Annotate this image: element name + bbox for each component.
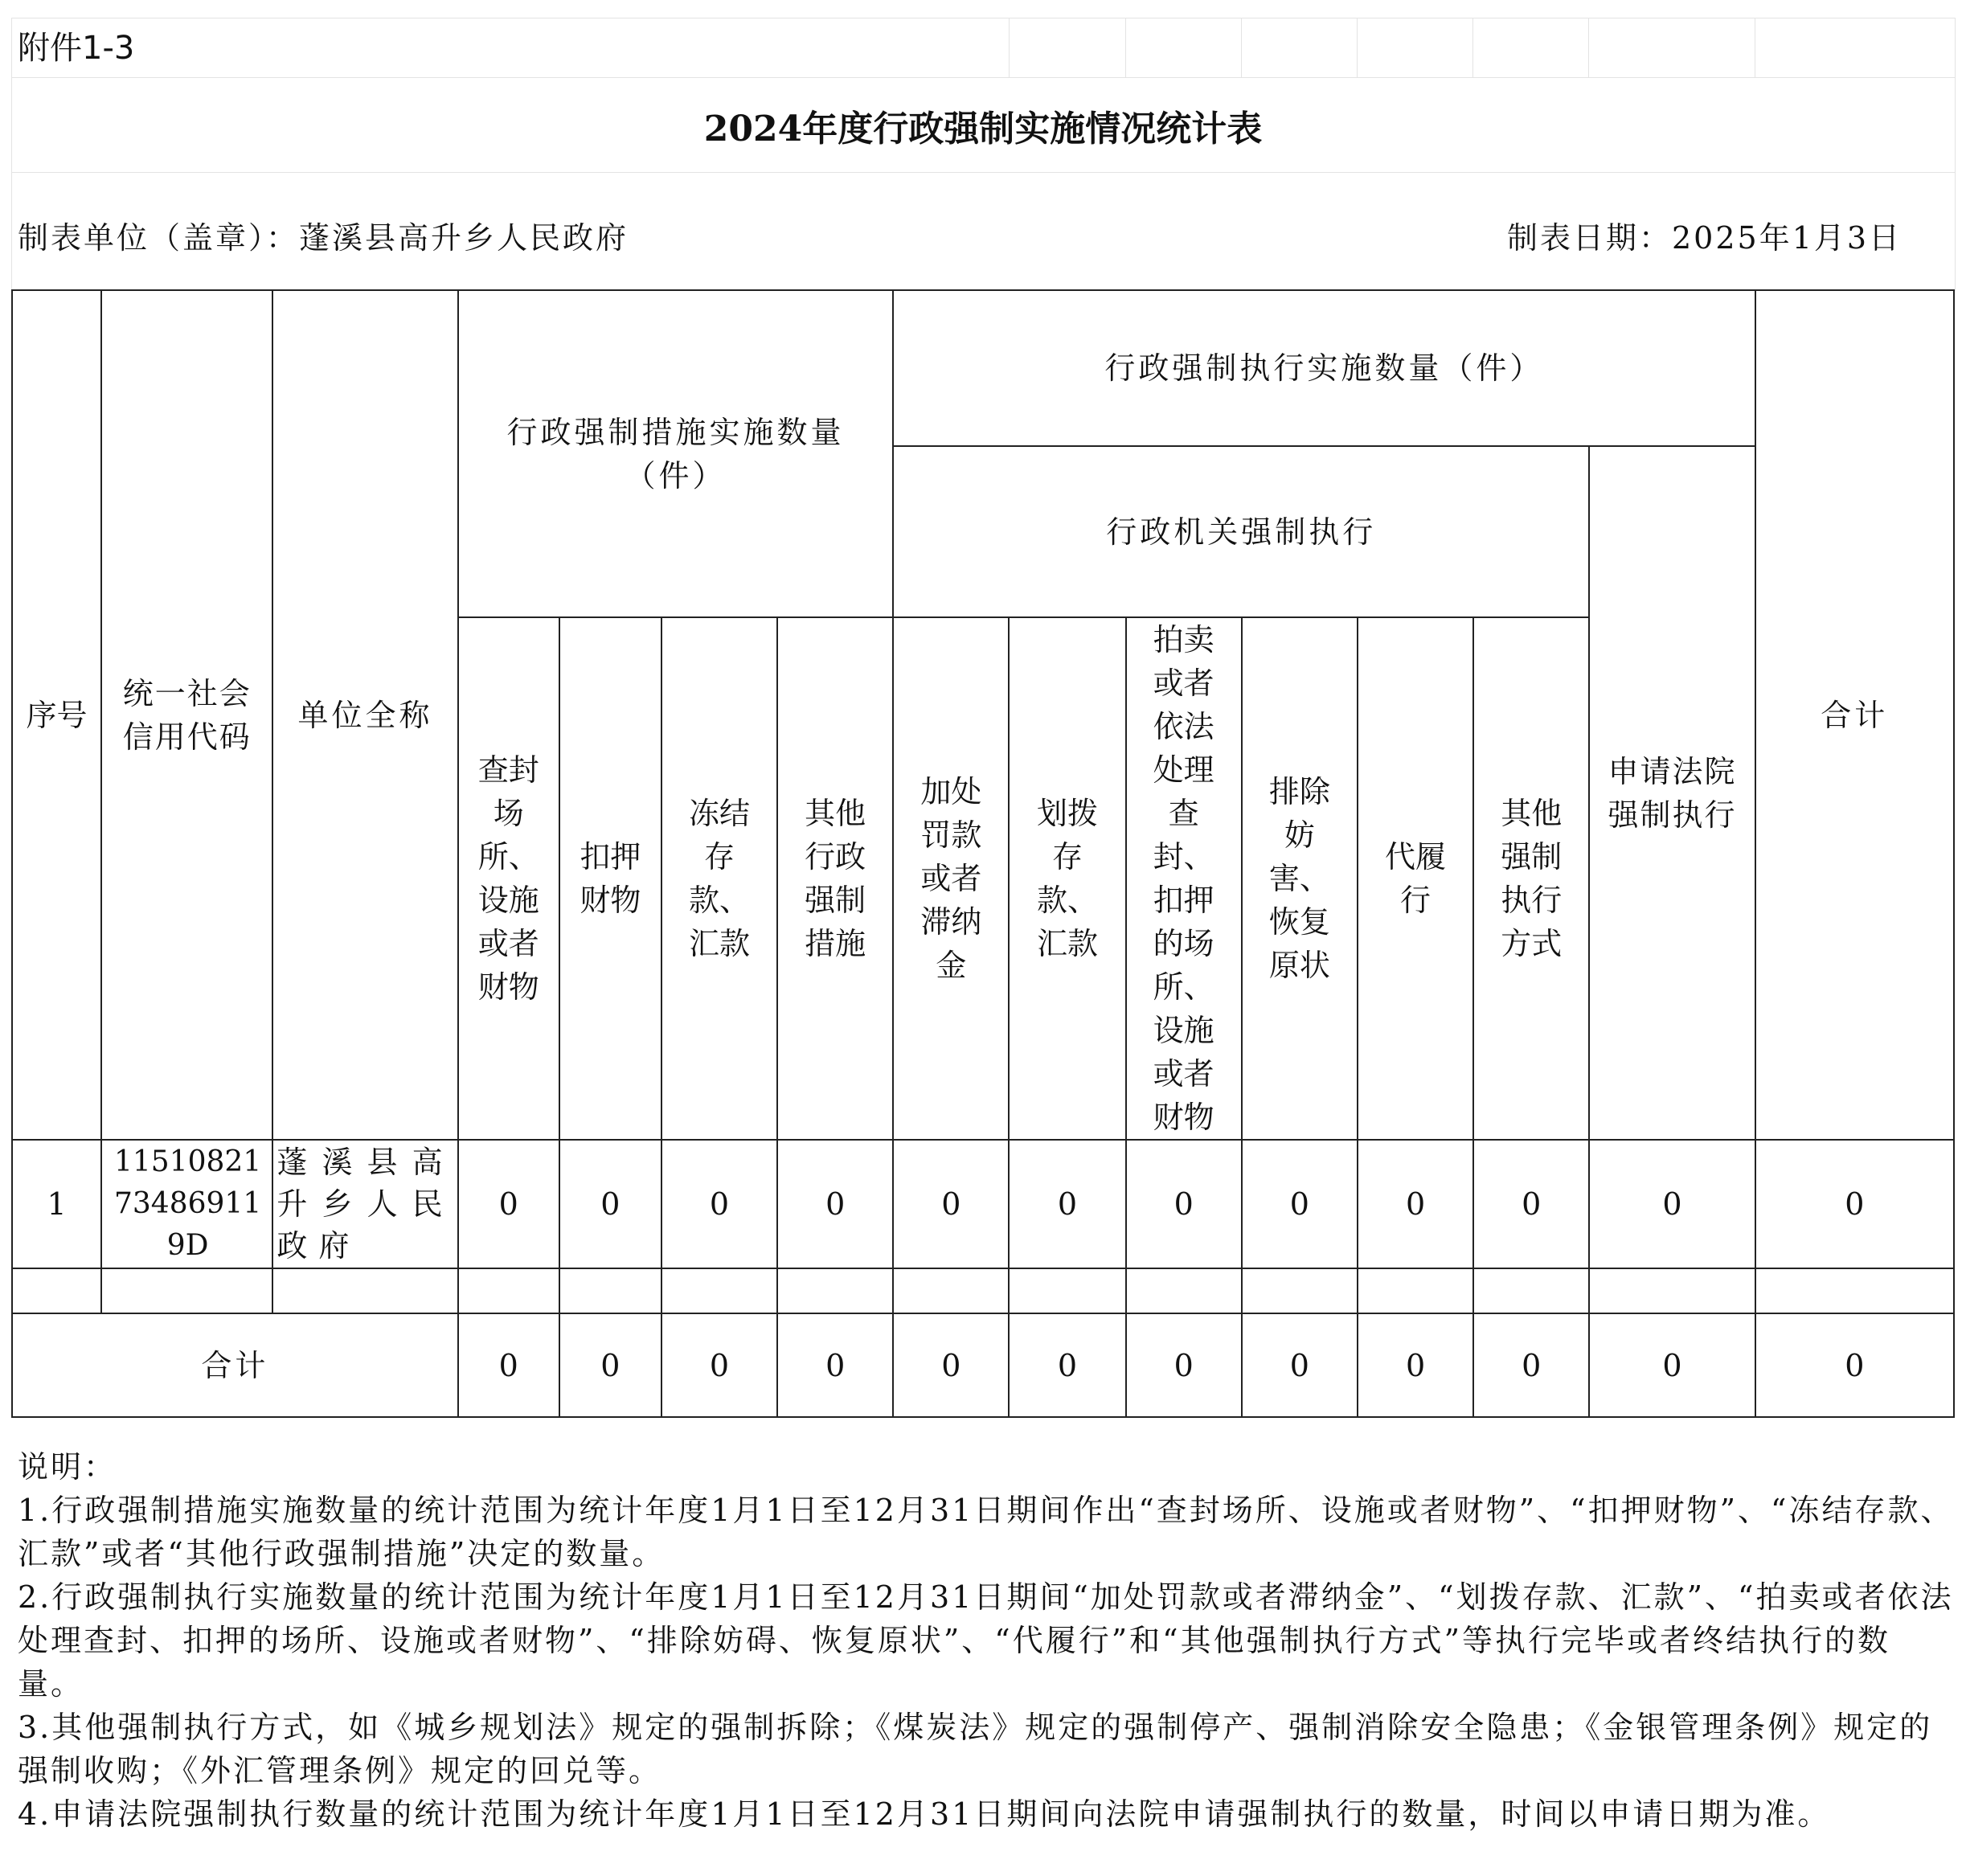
total-value: 0 xyxy=(777,1313,893,1417)
note-item: 2.行政强制执行实施数量的统计范围为统计年度1月1日至12月31日期间“加处罚款或者滞纳金”、“划拨存款、汇款”、“拍卖或者依法处理查封、扣押的场所、设施或者财物”、“排除妨碍、恢复原状”、“代履行”和“其他强制执行方式”等执行完毕或者终结执行的数量。 xyxy=(18,1579,1954,1702)
total-value: 0 xyxy=(559,1313,661,1417)
cell-value: 0 xyxy=(661,1140,777,1268)
header-seal-places: 查封场所、设施或者财物 xyxy=(458,617,559,1140)
total-value: 0 xyxy=(1358,1313,1473,1417)
gridline xyxy=(1125,18,1126,77)
header-other-measures: 其他行政强制措施 xyxy=(777,617,893,1140)
header-court-execution: 申请法院强制执行 xyxy=(1589,446,1755,1140)
cell-value: 0 xyxy=(1473,1140,1589,1268)
gridline xyxy=(1241,18,1242,77)
table-row xyxy=(12,1140,1954,1268)
cell-value: 0 xyxy=(458,1140,559,1268)
header-penalty-fees: 加处罚款或者滞纳金 xyxy=(893,617,1009,1140)
gridline xyxy=(11,172,1955,173)
header-seq: 序号 xyxy=(12,290,101,1140)
cell-seq: 1 xyxy=(12,1140,101,1268)
header-measures-group: 行政强制措施实施数量（件） xyxy=(458,290,894,617)
reporting-unit: 制表单位（盖章）：蓬溪县高升乡人民政府 xyxy=(18,220,629,256)
note-item: 1.行政强制措施实施数量的统计范围为统计年度1月1日至12月31日期间作出“查封场所、设施或者财物”、“扣押财物”、“冻结存款、汇款”或者“其他行政强制措施”决定的数量。 xyxy=(18,1493,1954,1571)
cell-value: 0 xyxy=(1589,1140,1755,1268)
gridline xyxy=(1472,18,1473,77)
cell-unit-name: 蓬溪县高升乡人民政府 xyxy=(272,1140,457,1268)
cell-value: 0 xyxy=(559,1140,661,1268)
gridline xyxy=(1357,18,1358,77)
header-execution-group: 行政强制执行实施数量（件） xyxy=(893,290,1755,446)
cell-value: 0 xyxy=(893,1140,1009,1268)
header-remove-obstruction: 排除妨害、恢复原状 xyxy=(1242,617,1358,1140)
total-value: 0 xyxy=(1473,1313,1589,1417)
header-other-execution: 其他强制执行方式 xyxy=(1473,617,1589,1140)
cell-value: 0 xyxy=(1242,1140,1358,1268)
total-value: 0 xyxy=(893,1313,1009,1417)
header-seize-property: 扣押财物 xyxy=(559,617,661,1140)
total-value: 0 xyxy=(1009,1313,1125,1417)
gridline xyxy=(1588,18,1589,77)
total-value: 0 xyxy=(1755,1313,1954,1417)
empty-row xyxy=(12,1268,1954,1313)
notes-heading: 说明： xyxy=(18,1449,117,1485)
cell-value: 0 xyxy=(1009,1140,1125,1268)
total-value: 0 xyxy=(458,1313,559,1417)
report-date: 制表日期：2025年1月3日 xyxy=(1507,220,1903,256)
header-substitute: 代履行 xyxy=(1358,617,1473,1140)
total-value: 0 xyxy=(1589,1313,1755,1417)
header-transfer-deposits: 划拨存款、汇款 xyxy=(1009,617,1125,1140)
total-value: 0 xyxy=(1126,1313,1242,1417)
gridline xyxy=(11,77,1955,78)
total-label: 合计 xyxy=(12,1313,458,1417)
header-freeze-deposits: 冻结存款、汇款 xyxy=(661,617,777,1140)
total-row xyxy=(12,1313,1954,1417)
attachment-label: 附件1-3 xyxy=(18,30,135,67)
cell-value: 0 xyxy=(1126,1140,1242,1268)
gridline xyxy=(1009,18,1010,77)
header-unit-name: 单位全称 xyxy=(272,290,457,1140)
page-title: 2024年度行政强制实施情况统计表 xyxy=(703,109,1263,150)
header-auction: 拍卖或者依法处理查封、扣押的场所、设施或者财物 xyxy=(1126,617,1242,1140)
header-admin-execution: 行政机关强制执行 xyxy=(893,446,1589,617)
total-value: 0 xyxy=(1242,1313,1358,1417)
notes-section xyxy=(18,1445,1955,1836)
note-item: 4.申请法院强制执行数量的统计范围为统计年度1月1日至12月31日期间向法院申请强制执行的数量，时间以申请日期为准。 xyxy=(18,1796,1831,1832)
cell-value: 0 xyxy=(777,1140,893,1268)
cell-value: 0 xyxy=(1755,1140,1954,1268)
gridline xyxy=(1955,18,1956,291)
cell-value: 0 xyxy=(1358,1140,1473,1268)
cell-credit-code: 11510821734869119D xyxy=(101,1140,272,1268)
statistics-table xyxy=(11,289,1955,1418)
header-credit-code: 统一社会信用代码 xyxy=(101,290,272,1140)
total-value: 0 xyxy=(661,1313,777,1417)
gridline xyxy=(11,18,12,291)
header-total: 合计 xyxy=(1755,290,1954,1140)
note-item: 3.其他强制执行方式，如《城乡规划法》规定的强制拆除；《煤炭法》规定的强制停产、强制消除安全隐患；《金银管理条例》规定的强制收购；《外汇管理条例》规定的回兑等。 xyxy=(18,1710,1933,1788)
